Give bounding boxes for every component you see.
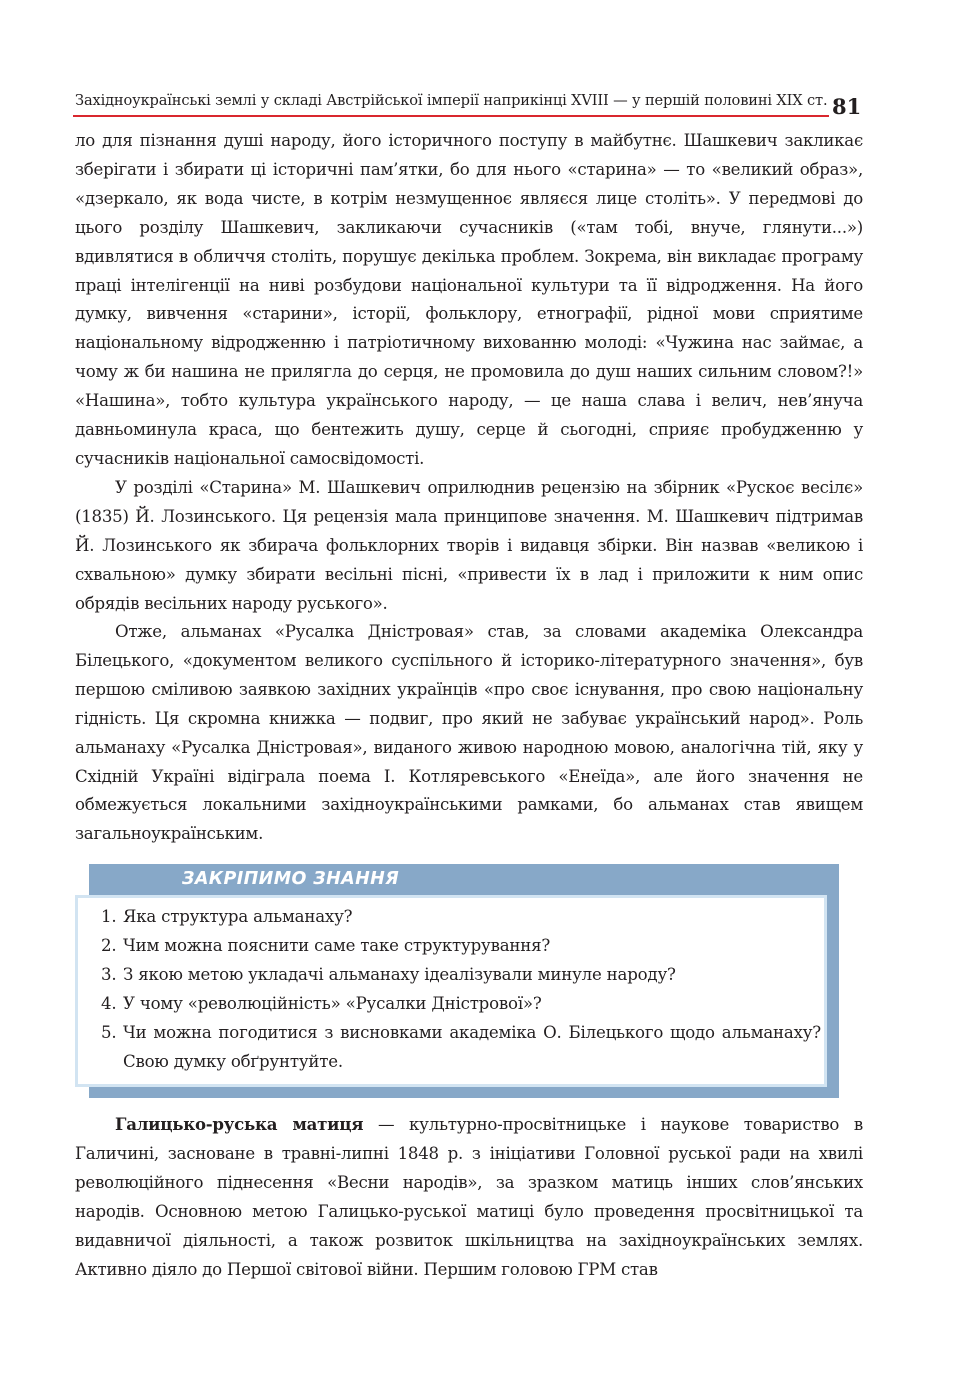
body-paragraph-2: У розділі «Старина» М. Шашкевич оприлюднив рецензію на збірник «Рускоє весілє» (1835) Й. Лозинського. Ця рецензія мала принципове значення. М. Шашкевич підтримав Й. Лозинського як збирача фольклорних творів і видавця збірки. Він назвав «великою і схвальною» думку збирати весільні пісні, «привести їх в лад і приложити к ним опис обрядів весільних народу руського».	[75, 478, 863, 613]
question-text: Яка структура альманаху?	[123, 907, 353, 926]
page-number: 81	[832, 94, 862, 119]
body-paragraph-3: Отже, альманах «Русалка Дністровая» став, за словами академіка Олександра Білецького, «документом великого суспільного й історико-літературного значення», був першою сміливою заявкою західних українців «про своє існування, про свою національну гідність. Ця скромна книжка — подвиг, про який не забуває український народ». Роль альманаху «Русалка Дністровая», виданого живою народною мовою, аналогічна тій, яку у Східній Україні відіграла поема І. Котляревського «Енеїда», але його значення не обмежується локальними західноукраїнськими рамками, бо альманах став явищем загальноукраїнським.	[75, 622, 863, 844]
definition-paragraph	[75, 1110, 863, 1284]
review-question-3	[101, 960, 821, 989]
question-number: 1.	[101, 907, 117, 926]
review-box-title: ЗАКРІПИМО ЗНАННЯ	[182, 869, 400, 889]
definition-text: — культурно-просвітницьке і наукове товариство в Галичині, засноване в травні-липні 1848 р. з ініціативи Головної руської ради на хвилі революційного піднесення «Весни народів», за зразком матиць інших слов’янських народів. Основною метою Галицько-руської матиці було проведення просвітницької та видавничої діяльності, а також розвиток шкільництва на західноукраїнських землях. Активно діяло до Першої світової війни. Першим головою ГРМ став	[75, 1115, 863, 1279]
review-questions-list	[101, 902, 821, 1076]
running-header: Західноукраїнські землі у складі Австрійської імперії наприкінці XVIII — у першій половині XIX ст.	[75, 92, 828, 109]
definition-term: Галицько-руська матиця	[115, 1114, 364, 1134]
question-text: Чим можна пояснити саме таке структурування?	[123, 936, 551, 955]
header-rule	[73, 115, 829, 117]
question-number: 4.	[101, 994, 117, 1013]
review-question-1	[101, 902, 821, 931]
body-paragraph-1: ло для пізнання душі народу, його історичного поступу в майбутнє. Шашкевич закликає зберігати і збирати ці історичні пам’ятки, бо для нього «старина» — то «великий образ», «дзеркало, як вода чисте, в котрім незмущенноє являєся лице століть». У передмові до цього розділу Шашкевич, закликаючи сучасників («там тобі, внуче, глянути...») вдивлятися в обличчя століть, порушує декілька проблем. Зокрема, він викладає програму праці інтелігенції на ниві розбудови національної культури та її відродження. На його думку, вивчення «старини», історії, фольклору, етнографії, рідної мови сприятиме національному відродженню і патріотичному вихованню молоді: «Чужина нас займає, а чому ж би нашина не прилягла до серця, не промовила до душ наших сильним словом?!» «Нашина», тобто культура українського народу, — це наша слава і велич, нев’януча давньоминула краса, що бентежить душу, серце й сьогодні, сприяє пробудженню у сучасників національної самосвідомості.	[75, 131, 863, 468]
review-question-5	[101, 1018, 821, 1076]
question-text: У чому «революційність» «Русалки Дністрової»?	[123, 994, 542, 1013]
review-question-4	[101, 989, 821, 1018]
review-question-2	[101, 931, 821, 960]
question-text: З якою метою укладачі альманаху ідеалізували минуле народу?	[123, 965, 676, 984]
question-text: Чи можна погодитися з висновками академіка О. Білецького щодо альманаху? Свою думку обґрунтуйте.	[123, 1023, 821, 1071]
question-number: 2.	[101, 936, 117, 955]
question-number: 5.	[101, 1023, 117, 1042]
question-number: 3.	[101, 965, 117, 984]
